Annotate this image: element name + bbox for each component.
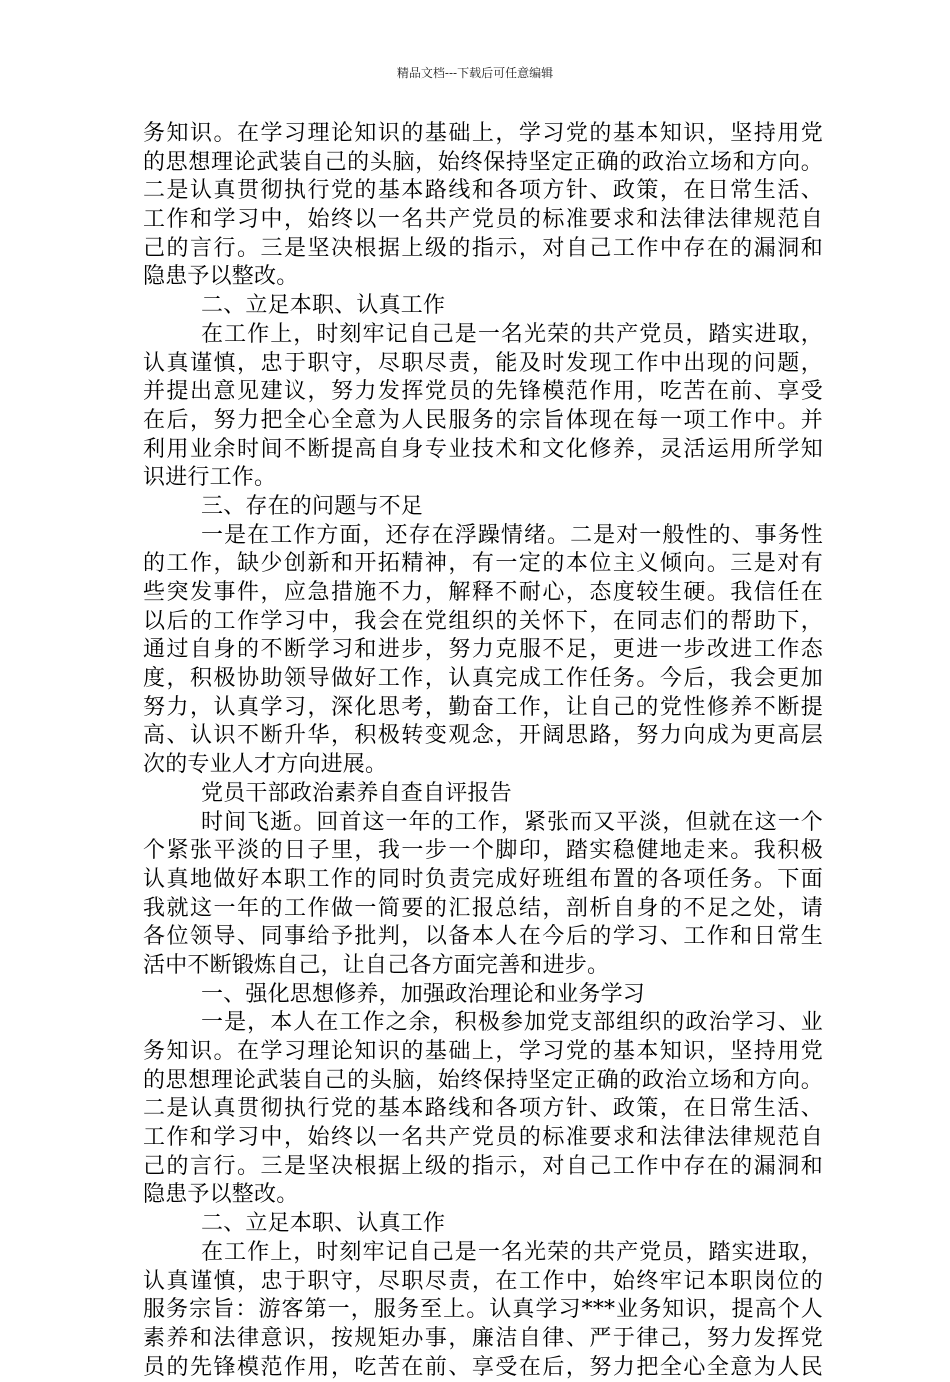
text-line: 己的言行。三是坚决根据上级的指示，对自己工作中存在的漏洞和 — [143, 235, 823, 261]
text-line: 己的言行。三是坚决根据上级的指示，对自己工作中存在的漏洞和 — [143, 1153, 823, 1179]
text-line: 努力，认真学习，深化思考，勤奋工作，让自己的党性修养不断提 — [143, 694, 823, 720]
text-line: 时间飞逝。回首这一年的工作，紧张而又平淡，但就在这一个 — [201, 809, 823, 835]
text-line: 隐患予以整改。 — [143, 264, 299, 290]
text-line: 认真谨慎，忠于职守，尽职尽责，能及时发现工作中出现的问题， — [143, 350, 823, 376]
text-line: 活中不断锻炼自己，让自己各方面完善和进步。 — [143, 952, 610, 978]
text-line: 素养和法律意识，按规矩办事，廉洁自律、严于律己，努力发挥党 — [143, 1325, 823, 1351]
document-body — [143, 120, 823, 1382]
text-line: 一是在工作方面，还存在浮躁情绪。二是对一般性的、事务性 — [201, 522, 823, 548]
text-line: 的思想理论武装自己的头脑，始终保持坚定正确的政治立场和方向。 — [143, 1067, 823, 1093]
text-line: 识进行工作。 — [143, 465, 277, 491]
text-line: 度，积极协助领导做好工作，认真完成工作任务。今后，我会更加 — [143, 666, 823, 692]
text-line: 务知识。在学习理论知识的基础上，学习党的基本知识，坚持用党 — [143, 121, 823, 146]
text-line: 二是认真贯彻执行党的基本路线和各项方针、政策，在日常生活、 — [143, 178, 823, 204]
text-line: 利用业余时间不断提高自身专业技术和文化修养，灵活运用所学知 — [143, 436, 823, 462]
text-line: 高、认识不断升华，积极转变观念，开阔思路，努力向成为更高层 — [143, 723, 823, 749]
text-line: 认真地做好本职工作的同时负责完成好班组布置的各项任务。下面 — [143, 866, 823, 892]
text-line: 员的先锋模范作用，吃苦在前、享受在后，努力把全心全意为人民 — [143, 1354, 823, 1380]
text-line: 党员干部政治素养自查自评报告 — [201, 780, 512, 806]
text-line: 服务宗旨：游客第一，服务至上。认真学习***业务知识，提高个人 — [143, 1297, 823, 1323]
text-line: 并提出意见建议，努力发挥党员的先锋模范作用，吃苦在前、享受 — [143, 379, 823, 405]
text-line: 我就这一年的工作做一简要的汇报总结，剖析自身的不足之处，请 — [143, 895, 823, 921]
text-line: 通过自身的不断学习和进步，努力克服不足，更进一步改进工作态 — [143, 637, 823, 663]
text-line: 的思想理论武装自己的头脑，始终保持坚定正确的政治立场和方向。 — [143, 149, 823, 175]
text-line: 个紧张平淡的日子里，我一步一个脚印，踏实稳健地走来。我积极 — [143, 838, 823, 864]
text-line: 次的专业人才方向进展。 — [143, 752, 388, 778]
text-line: 在后，努力把全心全意为人民服务的宗旨体现在每一项工作中。并 — [143, 407, 823, 433]
text-line: 些突发事件，应急措施不力，解释不耐心，态度较生硬。我信任在 — [143, 580, 823, 605]
text-line: 在工作上，时刻牢记自己是一名光荣的共产党员，踏实进取， — [201, 1239, 823, 1265]
text-line: 认真谨慎，忠于职守，尽职尽责，在工作中，始终牢记本职岗位的 — [143, 1268, 823, 1294]
text-line: 三、存在的问题与不足 — [201, 493, 424, 519]
text-line: 以后的工作学习中，我会在党组织的关怀下，在同志们的帮助下， — [143, 608, 823, 634]
text-line: 的工作，缺少创新和开拓精神，有一定的本位主义倾向。三是对有 — [143, 551, 823, 577]
text-line: 一、强化思想修养，加强政治理论和业务学习 — [201, 981, 646, 1007]
text-line: 二、立足本职、认真工作 — [201, 1211, 446, 1237]
text-line: 二、立足本职、认真工作 — [201, 293, 446, 319]
text-line: 在工作上，时刻牢记自己是一名光荣的共产党员，踏实进取， — [201, 321, 823, 347]
text-line: 各位领导、同事给予批判，以备本人在今后的学习、工作和日常生 — [143, 924, 823, 950]
text-line: 工作和学习中，始终以一名共产党员的标准要求和法律法律规范自 — [143, 1125, 823, 1151]
page-header: 精品文档---下载后可任意编辑 — [396, 66, 554, 80]
text-line: 务知识。在学习理论知识的基础上，学习党的基本知识，坚持用党 — [143, 1039, 823, 1064]
text-line: 工作和学习中，始终以一名共产党员的标准要求和法律法律规范自 — [143, 207, 823, 233]
text-line: 一是，本人在工作之余，积极参加党支部组织的政治学习、业 — [201, 1010, 823, 1036]
text-line: 隐患予以整改。 — [143, 1182, 299, 1208]
text-line: 二是认真贯彻执行党的基本路线和各项方针、政策，在日常生活、 — [143, 1096, 823, 1122]
